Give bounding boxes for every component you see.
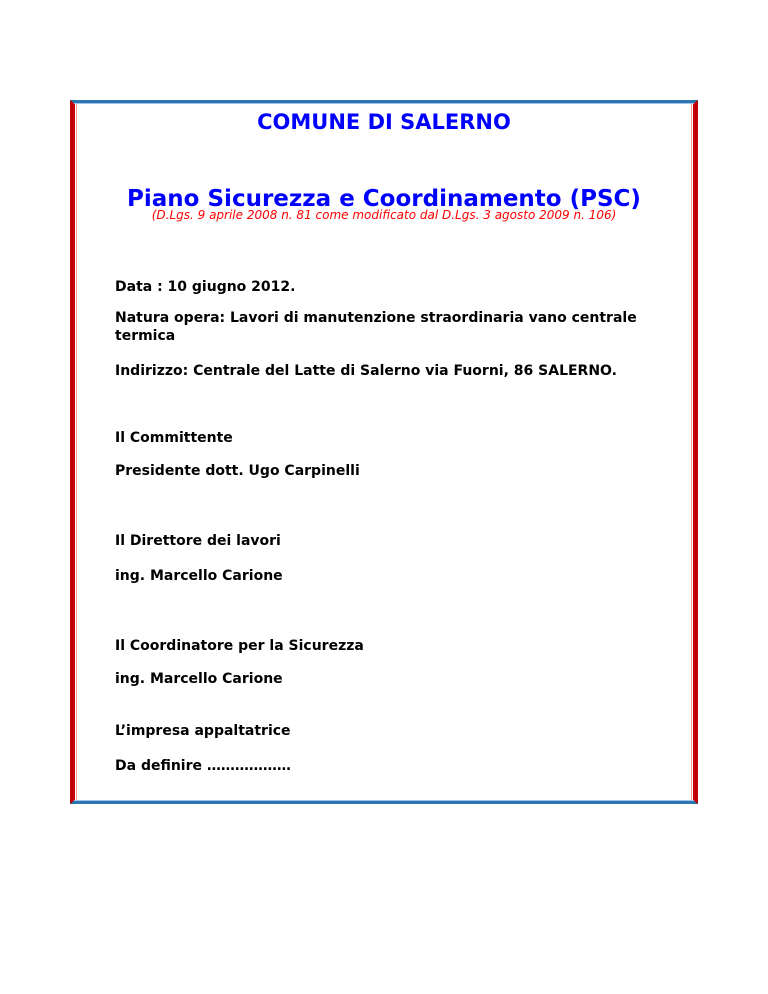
impresa-name: Da definire ……………… [115, 758, 291, 774]
document-subtitle: (D.Lgs. 9 aprile 2008 n. 81 come modificato dal D.Lgs. 3 agosto 2009 n. 106) [151, 208, 617, 222]
committente-label: Il Committente [115, 430, 233, 446]
date-field: Data : 10 giugno 2012. [115, 279, 296, 295]
coordinatore-label: Il Coordinatore per la Sicurezza [115, 638, 364, 654]
natura-opera-field: Natura opera: Lavori di manutenzione straordinaria vano centrale termica [115, 310, 637, 344]
impresa-label: L’impresa appaltatrice [115, 723, 291, 739]
comune-title: COMUNE DI SALERNO [257, 110, 511, 134]
direttore-label: Il Direttore dei lavori [115, 533, 281, 549]
coordinatore-name: ing. Marcello Carione [115, 671, 283, 687]
indirizzo-field: Indirizzo: Centrale del Latte di Salerno via Fuorni, 86 SALERNO. [115, 363, 617, 379]
committente-name: Presidente dott. Ugo Carpinelli [115, 463, 360, 479]
direttore-name: ing. Marcello Carione [115, 568, 283, 584]
document-title: Piano Sicurezza e Coordinamento (PSC) [127, 186, 641, 212]
